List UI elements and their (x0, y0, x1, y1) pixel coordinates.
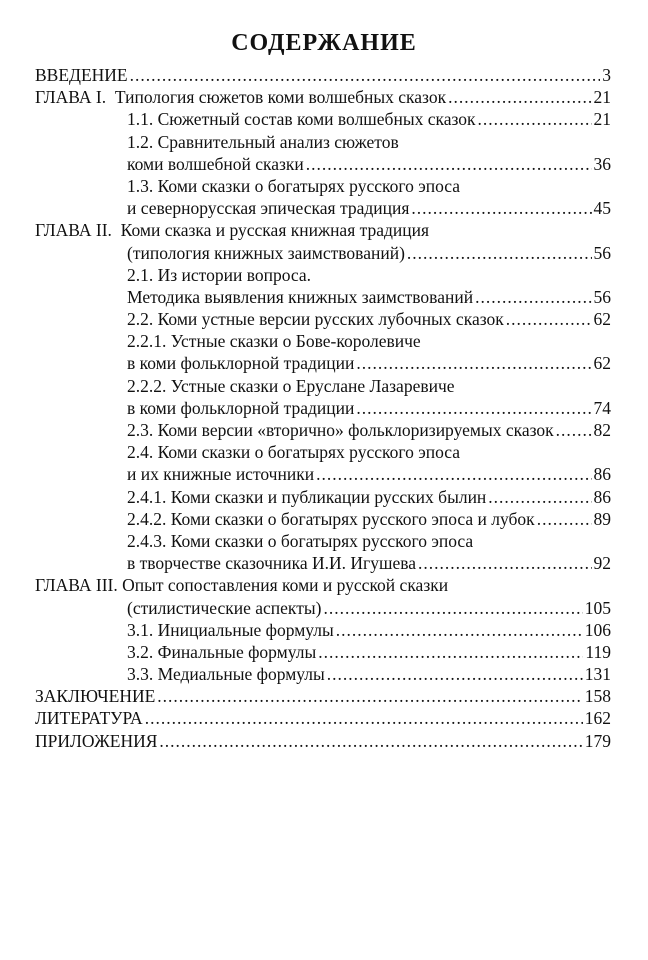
toc-entry-label: 3.2. Финальные формулы (127, 641, 317, 662)
toc-entry (35, 352, 611, 374)
toc-leader-dots (478, 108, 592, 130)
toc-entry (35, 308, 611, 330)
toc-entry-page: 56 (593, 286, 611, 307)
toc-entry-label: ГЛАВА II. Коми сказка и русская книжная традиция (35, 220, 430, 241)
toc-entry-label: 2.1. Из истории вопроса. (127, 264, 312, 285)
toc-entry (35, 64, 611, 86)
toc-leader-dots (323, 597, 582, 619)
toc-entry (35, 663, 611, 685)
toc-entry-label: коми волшебной сказки (127, 153, 304, 174)
toc-entry (35, 685, 611, 707)
toc-leader-dots (130, 64, 601, 86)
toc-leader-dots (306, 153, 592, 175)
toc-entry (35, 375, 611, 397)
toc-entry-label: ГЛАВА III. Опыт сопоставления коми и русской сказки (35, 575, 449, 596)
toc-leader-dots (356, 352, 591, 374)
toc-entry-label: 1.3. Коми сказки о богатырях русского эпоса (127, 175, 461, 196)
toc-entry-label: и их книжные источники (127, 464, 315, 485)
toc-entry-label: (стилистические аспекты) (127, 597, 322, 618)
toc-entry (35, 597, 611, 619)
toc-leader-dots (327, 663, 583, 685)
toc-leader-dots (556, 419, 592, 441)
toc-entry-label: 1.1. Сюжетный состав коми волшебных сказок (127, 109, 476, 130)
toc-entry-label: 3.3. Медиальные формулы (127, 664, 325, 685)
toc-entry (35, 197, 611, 219)
toc-entry (35, 242, 611, 264)
toc-entry-page: 105 (584, 597, 611, 618)
toc-entry-page: 86 (593, 464, 611, 485)
toc-entry-label: 1.2. Сравнительный анализ сюжетов (127, 131, 399, 152)
toc-entry (35, 508, 611, 530)
toc-entry-label: 3.1. Инициальные формулы (127, 619, 334, 640)
toc-entry-label: 2.2.2. Устные сказки о Еруслане Лазаревиче (127, 375, 455, 396)
toc-entry-label: ПРИЛОЖЕНИЯ (35, 730, 158, 751)
toc-leader-dots (407, 242, 592, 264)
toc-entry-page: 74 (593, 397, 611, 418)
toc-entry-page: 56 (593, 242, 611, 263)
toc-entry-label: (типология книжных заимствований) (127, 242, 405, 263)
toc-leader-dots (488, 486, 591, 508)
toc-entry-page: 106 (584, 619, 611, 640)
toc-entry-label: 2.4.2. Коми сказки о богатырях русского эпоса и лубок (127, 508, 535, 529)
toc-entry-label: ЗАКЛЮЧЕНИЕ (35, 686, 156, 707)
toc-entry-label: Методика выявления книжных заимствований (127, 286, 474, 307)
toc-leader-dots (318, 641, 583, 663)
toc-entry-label: 2.3. Коми версии «вторично» фольклоризируемых сказок (127, 420, 554, 440)
toc-entry (35, 219, 611, 241)
toc-entry (35, 330, 611, 352)
toc-entry (35, 641, 611, 663)
toc-entry (35, 574, 611, 596)
toc-entry (35, 463, 611, 485)
toc-entry (35, 153, 611, 175)
toc-entry-page: 179 (584, 730, 611, 751)
toc-entry-page: 89 (593, 508, 611, 529)
toc-entry-label: ГЛАВА I. Типология сюжетов коми волшебных сказок (35, 87, 447, 108)
toc-entry-label: 2.2.1. Устные сказки о Бове-королевиче (127, 331, 421, 352)
toc-entry (35, 175, 611, 197)
toc-entry (35, 530, 611, 552)
toc-entry-page: 162 (584, 708, 611, 729)
toc-entry-label: 2.4.3. Коми сказки о богатырях русского эпоса (127, 530, 474, 551)
toc-entry-label: в коми фольклорной традиции (127, 397, 355, 418)
toc-entry-page: 158 (584, 686, 611, 707)
toc-entry (35, 86, 611, 108)
page-title: СОДЕРЖАНИЕ (231, 30, 417, 56)
toc-entry (35, 264, 611, 286)
toc-leader-dots (411, 197, 591, 219)
toc-entry (35, 552, 611, 574)
toc-entry-label: в коми фольклорной традиции (127, 353, 355, 374)
toc-entry-label: 2.4. Коми сказки о богатырях русского эпоса (127, 442, 461, 463)
toc-entry (35, 441, 611, 463)
toc-entry (35, 707, 611, 729)
toc-entry-page: 131 (584, 664, 611, 685)
toc-entry-page: 36 (593, 153, 611, 174)
toc-entry (35, 397, 611, 419)
toc-entry-label: ВВЕДЕНИЕ (35, 65, 128, 85)
toc-entry-page: 45 (593, 198, 611, 219)
toc-entry-page: 62 (593, 353, 611, 374)
toc-entry (35, 108, 611, 130)
toc-entry (35, 730, 611, 752)
toc-leader-dots (448, 86, 591, 108)
toc-entry (35, 419, 611, 441)
toc-leader-dots (418, 552, 591, 574)
toc-entry (35, 619, 611, 641)
toc-leader-dots (145, 707, 583, 729)
toc-entry (35, 131, 611, 153)
toc-leader-dots (336, 619, 583, 641)
toc-entry-page: 92 (593, 553, 611, 574)
toc-leader-dots (157, 685, 582, 707)
toc-entry-page: 62 (593, 309, 611, 330)
toc-leader-dots (475, 286, 591, 308)
toc-entry-page: 119 (585, 641, 611, 662)
toc-leader-dots (506, 308, 592, 330)
toc-entry-label: ЛИТЕРАТУРА (35, 708, 143, 729)
toc-entry-label: и севернорусская эпическая традиция (127, 198, 410, 219)
toc-entry-label: в творчестве сказочника И.И. Игушева (127, 553, 417, 574)
toc-entry (35, 486, 611, 508)
toc-entry-page: 82 (593, 420, 611, 440)
toc-entry-page: 3 (602, 65, 611, 85)
toc-leader-dots (537, 508, 592, 530)
toc-leader-dots (356, 397, 591, 419)
toc-entry-page: 21 (593, 87, 611, 108)
toc-entry-label: 2.2. Коми устные версии русских лубочных сказок (127, 309, 504, 330)
toc-entry (35, 286, 611, 308)
toc-entry-page: 86 (593, 486, 611, 507)
toc-entry-page: 21 (593, 109, 611, 130)
toc-leader-dots (159, 730, 582, 752)
table-of-contents (35, 64, 611, 752)
toc-entry-label: 2.4.1. Коми сказки и публикации русских былин (127, 486, 487, 507)
toc-leader-dots (316, 463, 591, 485)
